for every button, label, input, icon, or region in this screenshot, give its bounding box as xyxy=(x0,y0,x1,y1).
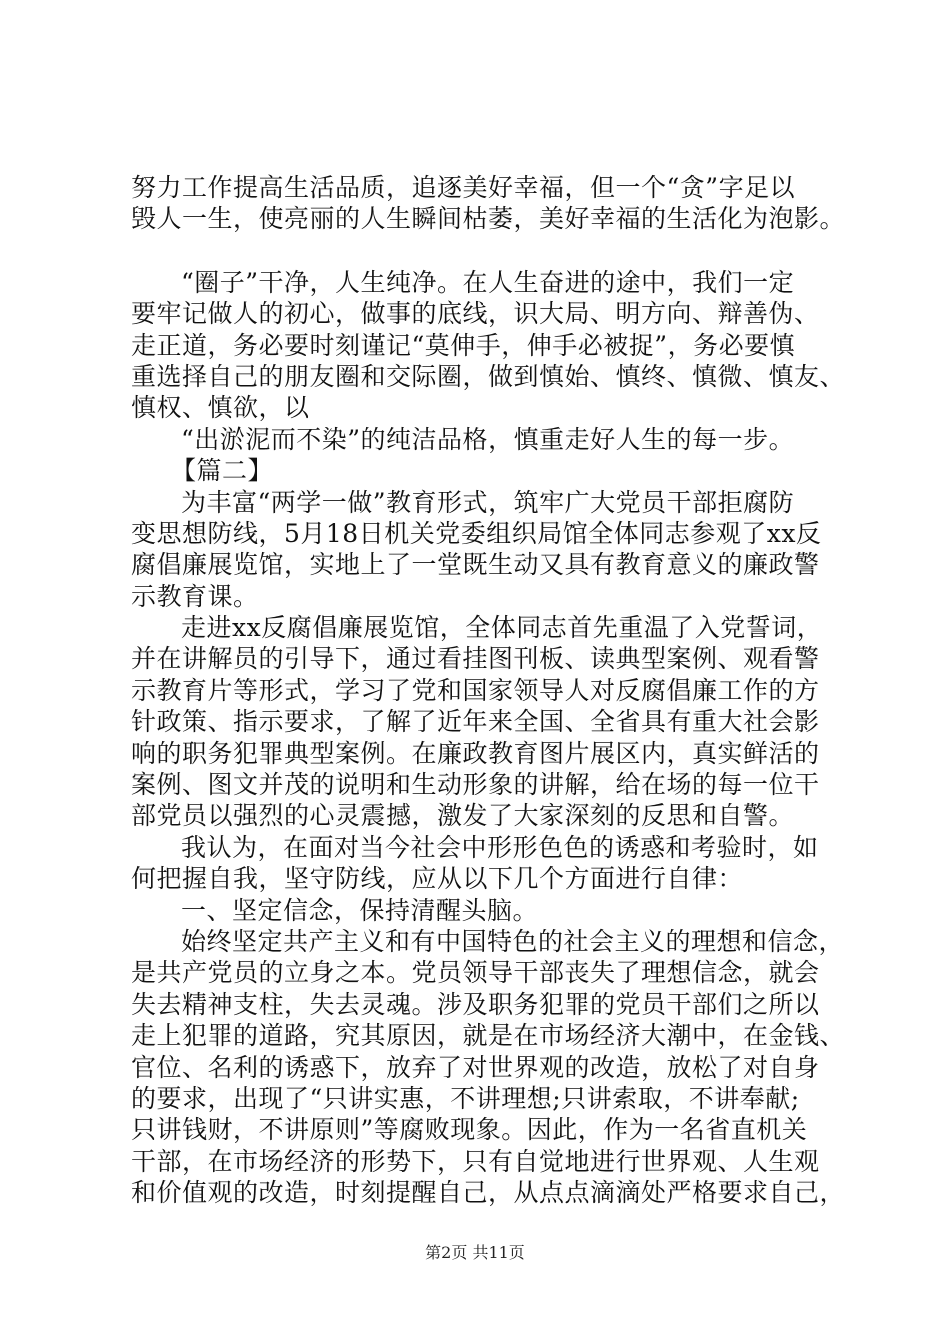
text-line: 我认为，在面对当今社会中形形色色的诱惑和考验时，如 xyxy=(181,832,819,862)
text-line: 走正道，务必要时刻谨记“莫伸手，伸手必被捉”，务必要慎 xyxy=(131,330,796,360)
text-line: 官位、名利的诱惑下，放弃了对世界观的改造，放松了对自身 xyxy=(131,1052,820,1082)
text-line: 的要求，出现了“只讲实惠，不讲理想;只讲索取，不讲奉献; xyxy=(131,1083,800,1113)
text-line: 重选择自己的朋友圈和交际圈，做到慎始、慎终、慎微、慎友、 xyxy=(131,361,846,391)
text-line: 和价值观的改造，时刻提醒自己，从点点滴滴处严格要求自己， xyxy=(131,1178,846,1208)
text-line: 针政策、指示要求，了解了近年来全国、全省具有重大社会影 xyxy=(131,707,820,737)
page-number-label: 第2页 共11页 xyxy=(425,1243,525,1262)
text-line: 始终坚定共产主义和有中国特色的社会主义的理想和信念， xyxy=(181,926,845,956)
text-line: 腐倡廉展览馆，实地上了一堂既生动又具有教育意义的廉政警 xyxy=(131,550,820,580)
text-line: 并在讲解员的引导下，通过看挂图刊板、读典型案例、观看警 xyxy=(131,644,820,674)
document-body xyxy=(131,172,846,1209)
text-line: 走上犯罪的道路，究其原因，就是在市场经济大潮中，在金钱、 xyxy=(131,1021,846,1051)
subheading xyxy=(131,895,831,926)
text-line: 只讲钱财，不讲原则”等腐败现象。因此，作为一名省直机关 xyxy=(131,1115,808,1145)
text-line: 部党员以强烈的心灵震撼，激发了大家深刻的反思和自警。 xyxy=(131,801,795,831)
text-line: 何把握自我，坚守防线，应从以下几个方面进行自律： xyxy=(131,864,744,894)
paragraph xyxy=(131,926,846,1209)
text-line: 是共产党员的立身之本。党员领导干部丧失了理想信念，就会 xyxy=(131,958,820,988)
text-line: 走进xx反腐倡廉展览馆，全体同志首先重温了入党誓词， xyxy=(181,613,823,643)
text-line: 变思想防线，5月18日机关党委组织局馆全体同志参观了xx反 xyxy=(131,518,822,548)
text-line: “圈子”干净，人生纯净。在人生奋进的途中，我们一定 xyxy=(181,267,795,297)
text-line: 示教育片等形式，学习了党和国家领导人对反腐倡廉工作的方 xyxy=(131,675,820,705)
subheading-text: 一、坚定信念，保持清醒头脑。 xyxy=(181,895,539,925)
paragraph xyxy=(131,424,831,455)
paragraph xyxy=(131,267,846,424)
paragraph xyxy=(131,487,831,613)
text-line: 慎权、慎欲，以 xyxy=(131,393,310,423)
text-line: 毁人一生，使亮丽的人生瞬间枯萎，美好幸福的生活化为泡影。 xyxy=(131,204,846,234)
paragraph-gap xyxy=(131,235,831,267)
section-heading-text: 【篇二】 xyxy=(171,456,274,486)
text-line: “出淤泥而不染”的纯洁品格，慎重走好人生的每一步。 xyxy=(181,424,795,454)
text-line: 失去精神支柱，失去灵魂。涉及职务犯罪的党员干部们之所以 xyxy=(131,989,820,1019)
paragraph xyxy=(131,612,831,832)
paragraph xyxy=(131,832,831,895)
text-line: 示教育课。 xyxy=(131,581,259,611)
text-line: 为丰富“两学一做”教育形式，筑牢广大党员干部拒腐防 xyxy=(181,487,795,517)
text-line: 努力工作提高生活品质，追逐美好幸福，但一个“贪”字足以 xyxy=(131,173,796,202)
text-line: 案例、图文并茂的说明和生动形象的讲解，给在场的每一位干 xyxy=(131,770,820,800)
text-line: 响的职务犯罪典型案例。在廉政教育图片展区内，真实鲜活的 xyxy=(131,738,820,768)
page-footer xyxy=(0,1243,950,1263)
paragraph xyxy=(131,172,846,235)
text-line: 干部，在市场经济的形势下，只有自觉地进行世界观、人生观 xyxy=(131,1146,820,1176)
text-line: 要牢记做人的初心，做事的底线，识大局、明方向、辩善伪、 xyxy=(131,299,820,329)
section-heading xyxy=(131,455,831,486)
